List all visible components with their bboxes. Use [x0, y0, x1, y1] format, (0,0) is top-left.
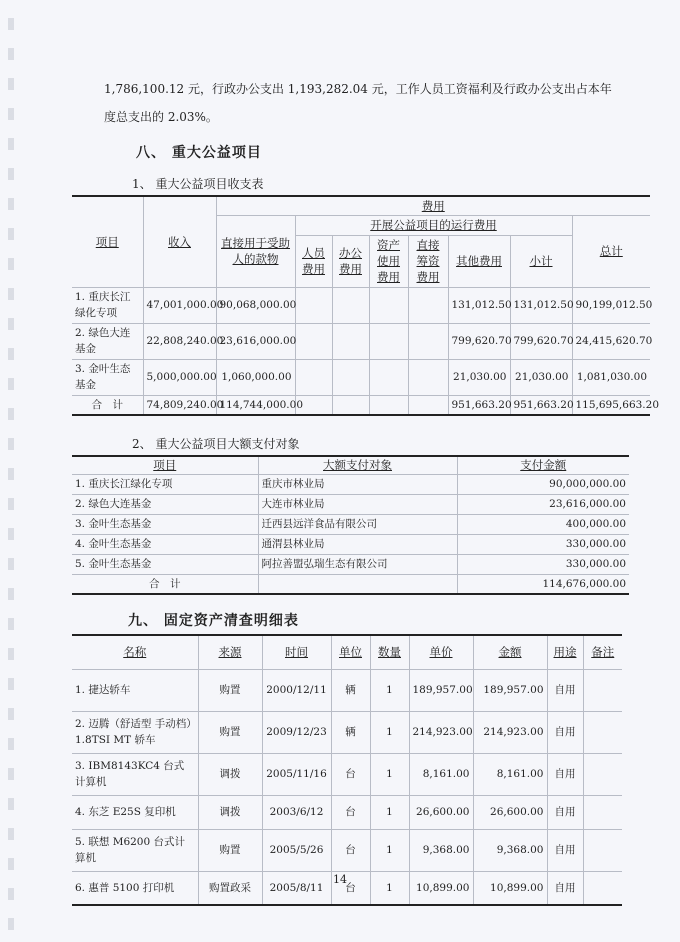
- table-row: [72, 494, 629, 514]
- date: 2009/12/23: [262, 711, 331, 753]
- table-row: [72, 669, 622, 711]
- unit-price: 26,600.00: [409, 795, 473, 829]
- subsection-heading: 1、 重大公益项目收支表: [132, 177, 264, 191]
- payee-name: 阿拉善盟弘瑞生态有限公司: [258, 554, 457, 574]
- project-name: 1. 重庆长江绿化专项: [72, 474, 258, 494]
- usage: 自用: [547, 871, 583, 905]
- table-row: [72, 323, 650, 359]
- table-row: [72, 829, 622, 871]
- payee-name: 通渭县林业局: [258, 534, 457, 554]
- paragraph-line: 1,786,100.12 元，行政办公支出 1,193,282.04 元，工作人员工资福利及行政办公支出占本年: [104, 82, 612, 96]
- column-header: 备注: [583, 635, 622, 669]
- payee-name: 重庆市林业局: [258, 474, 457, 494]
- remark: [583, 669, 622, 711]
- amount-cell: 21,030.00: [448, 359, 510, 395]
- table-row: [72, 514, 629, 534]
- payment-amount: 23,616,000.00: [457, 494, 629, 514]
- fixed-assets-table: [72, 634, 622, 906]
- usage: 自用: [547, 753, 583, 795]
- payee-name: 迁西县远洋食品有限公司: [258, 514, 457, 534]
- column-header: 时间: [262, 635, 331, 669]
- header-asset: 资产使用费用: [369, 235, 408, 287]
- project-name: 2. 绿色大连基金: [72, 494, 258, 514]
- asset-name: 6. 惠普 5100 打印机: [72, 871, 198, 905]
- header-income: 收入: [143, 196, 216, 287]
- table-row: [72, 753, 622, 795]
- source: 调拨: [198, 753, 262, 795]
- header-payee: 大额支付对象: [258, 456, 457, 474]
- source: 购置政采: [198, 871, 262, 905]
- unit-price: 214,923.00: [409, 711, 473, 753]
- paragraph-line: 度总支出的 2.03%。: [104, 110, 218, 124]
- source: 购置: [198, 829, 262, 871]
- usage: 自用: [547, 711, 583, 753]
- amount-cell: 951,663.20: [510, 395, 572, 415]
- amount-cell: [295, 287, 332, 323]
- project-name: 合 计: [72, 574, 258, 594]
- header-item: 项目: [72, 196, 143, 287]
- amount-cell: [369, 287, 408, 323]
- table-row: [72, 474, 629, 494]
- amount-cell: [408, 395, 448, 415]
- payment-amount: 330,000.00: [457, 534, 629, 554]
- amount-cell: 90,068,000.00: [216, 287, 295, 323]
- unit: 台: [331, 829, 370, 871]
- amount-cell: [295, 359, 332, 395]
- payment-amount: 400,000.00: [457, 514, 629, 534]
- unit: 台: [331, 753, 370, 795]
- large-payment-table: [72, 455, 629, 595]
- asset-name: 5. 联想 M6200 台式计算机: [72, 829, 198, 871]
- amount-cell: 115,695,663.20: [572, 395, 650, 415]
- payment-amount: 114,676,000.00: [457, 574, 629, 594]
- column-header: 来源: [198, 635, 262, 669]
- quantity: 1: [370, 669, 409, 711]
- date: 2003/6/12: [262, 795, 331, 829]
- column-header: 单价: [409, 635, 473, 669]
- date: 2000/12/11: [262, 669, 331, 711]
- table-row: [72, 287, 650, 323]
- unit: 台: [331, 795, 370, 829]
- amount: 9,368.00: [473, 829, 547, 871]
- amount-cell: 23,616,000.00: [216, 323, 295, 359]
- usage: 自用: [547, 669, 583, 711]
- amount-cell: [408, 287, 448, 323]
- remark: [583, 795, 622, 829]
- asset-name: 2. 迈腾（舒适型 手动档）1.8TSI MT 轿车: [72, 711, 198, 753]
- asset-name: 3. IBM8143KC4 台式计算机: [72, 753, 198, 795]
- quantity: 1: [370, 871, 409, 905]
- usage: 自用: [547, 829, 583, 871]
- header-running: 开展公益项目的运行费用: [295, 215, 572, 235]
- project-name: 1. 重庆长江绿化专项: [72, 287, 143, 323]
- payee-name: 大连市林业局: [258, 494, 457, 514]
- amount-cell: [369, 395, 408, 415]
- amount-cell: 24,415,620.70: [572, 323, 650, 359]
- column-header: 用途: [547, 635, 583, 669]
- header-item: 项目: [72, 456, 258, 474]
- table-row: [72, 534, 629, 554]
- header-other: 其他费用: [448, 235, 510, 287]
- amount-cell: [332, 395, 369, 415]
- amount-cell: [332, 359, 369, 395]
- payment-amount: 90,000,000.00: [457, 474, 629, 494]
- amount-cell: 799,620.70: [448, 323, 510, 359]
- amount-cell: 74,809,240.00: [143, 395, 216, 415]
- table-row: [72, 871, 622, 905]
- amount: 8,161.00: [473, 753, 547, 795]
- column-header: 金额: [473, 635, 547, 669]
- source: 购置: [198, 669, 262, 711]
- table-row: [72, 711, 622, 753]
- header-staff: 人员费用: [295, 235, 332, 287]
- quantity: 1: [370, 753, 409, 795]
- date: 2005/5/26: [262, 829, 331, 871]
- amount-cell: 90,199,012.50: [572, 287, 650, 323]
- table-row: [72, 795, 622, 829]
- payment-amount: 330,000.00: [457, 554, 629, 574]
- amount-cell: [369, 323, 408, 359]
- usage: 自用: [547, 795, 583, 829]
- amount-cell: 114,744,000.00: [216, 395, 295, 415]
- project-name: 5. 金叶生态基金: [72, 554, 258, 574]
- income-expense-table: [72, 195, 659, 416]
- amount: 189,957.00: [473, 669, 547, 711]
- unit-price: 10,899.00: [409, 871, 473, 905]
- amount-cell: 21,030.00: [510, 359, 572, 395]
- column-header: 数量: [370, 635, 409, 669]
- project-name: 合 计: [72, 395, 143, 415]
- section-heading: 八、 重大公益项目: [136, 145, 262, 161]
- payee-name: [258, 574, 457, 594]
- header-direct: 直接用于受助人的款物: [216, 215, 295, 287]
- amount-cell: [332, 323, 369, 359]
- amount: 10,899.00: [473, 871, 547, 905]
- header-expense: 费用: [216, 196, 650, 215]
- project-name: 4. 金叶生态基金: [72, 534, 258, 554]
- header-amount: 支付金额: [457, 456, 629, 474]
- amount-cell: [408, 323, 448, 359]
- remark: [583, 753, 622, 795]
- remark: [583, 871, 622, 905]
- unit-price: 189,957.00: [409, 669, 473, 711]
- column-header: 单位: [331, 635, 370, 669]
- asset-name: 1. 捷达轿车: [72, 669, 198, 711]
- project-name: 2. 绿色大连基金: [72, 323, 143, 359]
- amount-cell: [332, 287, 369, 323]
- quantity: 1: [370, 795, 409, 829]
- source: 调拨: [198, 795, 262, 829]
- table-row: [72, 554, 629, 574]
- unit: 辆: [331, 711, 370, 753]
- project-name: 3. 金叶生态基金: [72, 359, 143, 395]
- table-row: [72, 359, 650, 395]
- unit-price: 9,368.00: [409, 829, 473, 871]
- quantity: 1: [370, 829, 409, 871]
- unit: 辆: [331, 669, 370, 711]
- section-heading: 九、 固定资产清查明细表: [128, 613, 299, 629]
- subsection-heading: 2、 重大公益项目大额支付对象: [132, 437, 300, 451]
- amount-cell: 131,012.50: [510, 287, 572, 323]
- header-subtotal: 小计: [510, 235, 572, 287]
- total-row: [72, 395, 650, 415]
- header-office: 办公费用: [332, 235, 369, 287]
- page-number: 14: [333, 873, 347, 886]
- unit-price: 8,161.00: [409, 753, 473, 795]
- unit: 台: [331, 871, 370, 905]
- amount-cell: 47,001,000.00: [143, 287, 216, 323]
- header-fundraise: 直接筹资费用: [408, 235, 448, 287]
- asset-name: 4. 东芝 E25S 复印机: [72, 795, 198, 829]
- header-total: 总计: [572, 215, 650, 287]
- amount: 26,600.00: [473, 795, 547, 829]
- amount-cell: 1,060,000.00: [216, 359, 295, 395]
- column-header: 名称: [72, 635, 198, 669]
- amount-cell: 22,808,240.00: [143, 323, 216, 359]
- source: 购置: [198, 711, 262, 753]
- amount-cell: 5,000,000.00: [143, 359, 216, 395]
- remark: [583, 829, 622, 871]
- amount-cell: 799,620.70: [510, 323, 572, 359]
- binding-holes: [8, 0, 14, 942]
- amount-cell: [295, 323, 332, 359]
- date: 2005/11/16: [262, 753, 331, 795]
- amount-cell: [408, 359, 448, 395]
- remark: [583, 711, 622, 753]
- date: 2005/8/11: [262, 871, 331, 905]
- total-row: [72, 574, 629, 594]
- project-name: 3. 金叶生态基金: [72, 514, 258, 534]
- amount-cell: 1,081,030.00: [572, 359, 650, 395]
- amount-cell: [369, 359, 408, 395]
- quantity: 1: [370, 711, 409, 753]
- amount-cell: 131,012.50: [448, 287, 510, 323]
- amount: 214,923.00: [473, 711, 547, 753]
- amount-cell: 951,663.20: [448, 395, 510, 415]
